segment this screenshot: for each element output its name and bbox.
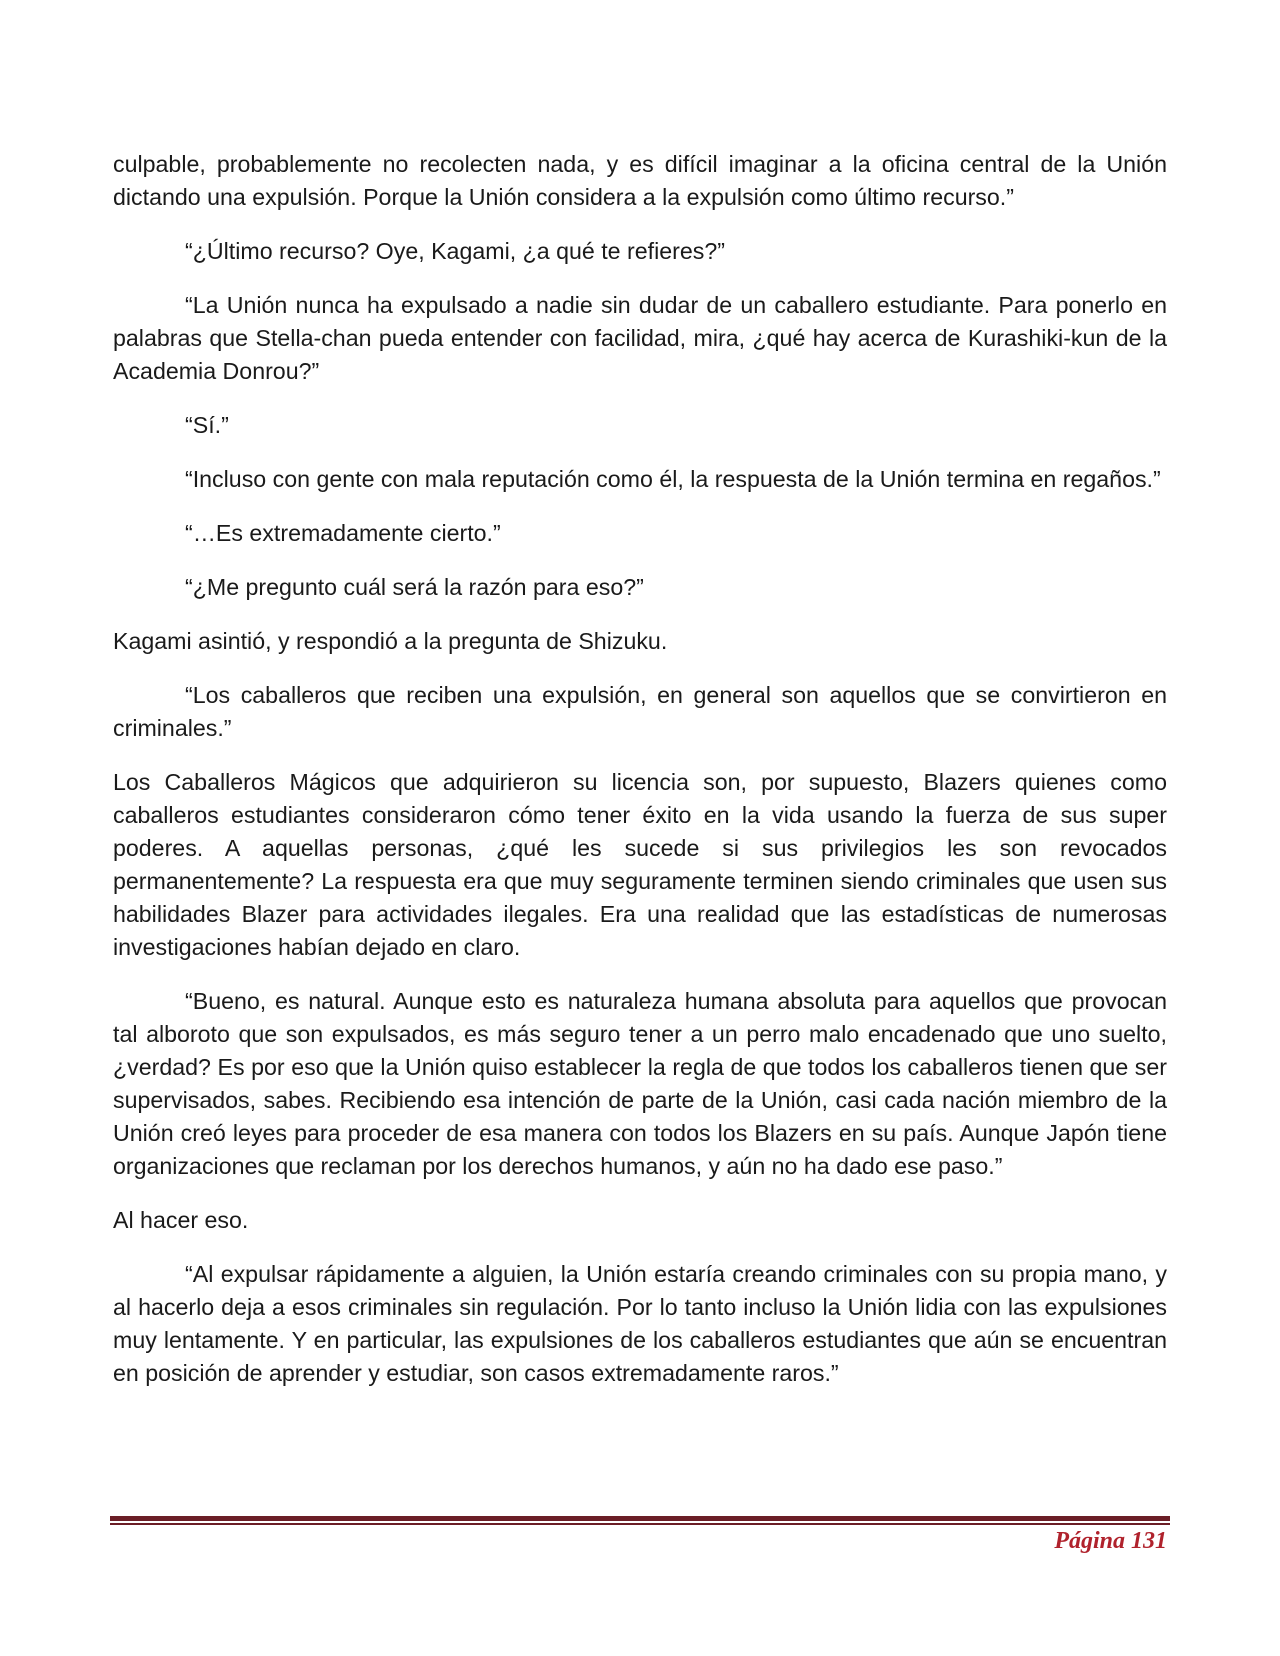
paragraph-7: “¿Me pregunto cuál será la razón para eso?” (185, 574, 644, 600)
paragraph-8: Kagami asintió, y respondió a la pregunta de Shizuku. (113, 628, 668, 654)
paragraph-12: Al hacer eso. (113, 1207, 249, 1233)
paragraph-4: “Sí.” (185, 412, 229, 438)
paragraph-9: “Los caballeros que reciben una expulsión, en general son aquellos que se convirtieron en criminales.” (113, 682, 1167, 741)
paragraph-5: “Incluso con gente con mala reputación como él, la respuesta de la Unión termina en regaños.” (185, 466, 1161, 492)
paragraph-13: “Al expulsar rápidamente a alguien, la Unión estaría creando criminales con su propia mano, y al hacerlo deja a esos criminales sin regulación. Por lo tanto incluso la Unión lidia con las expulsiones muy lentamente. Y en particular, las expulsiones de los caballeros estudiantes que aún se encuentran en posición de aprender y estudiar, son casos extremadamente raros.” (113, 1261, 1167, 1386)
paragraph-2: “¿Último recurso? Oye, Kagami, ¿a qué te refieres?” (185, 238, 725, 264)
page-number: Página 131 (1054, 1528, 1167, 1554)
paragraph-10: Los Caballeros Mágicos que adquirieron su licencia son, por supuesto, Blazers quienes como caballeros estudiantes consideraron cómo tener éxito en la vida usando la fuerza de sus super poderes. A aquellas personas, ¿qué les sucede si sus privilegios les son revocados permanentemente? La respuesta era que muy seguramente terminen siendo criminales que usen sus habilidades Blazer para actividades ilegales. Era una realidad que las estadísticas de numerosas investigaciones habían dejado en claro. (113, 769, 1167, 960)
body-text (113, 148, 1167, 1411)
footer-rule-thin (110, 1523, 1170, 1525)
footer-rule-thick (110, 1516, 1170, 1521)
paragraph-11: “Bueno, es natural. Aunque esto es naturaleza humana absoluta para aquellos que provocan tal alboroto que son expulsados, es más seguro tener a un perro malo encadenado que uno suelto, ¿verdad? Es por eso que la Unión quiso establecer la regla de que todos los caballeros tienen que ser supervisados, sabes. Recibiendo esa intención de parte de la Unión, casi cada nación miembro de la Unión creó leyes para proceder de esa manera con todos los Blazers en su país. Aunque Japón tiene organizaciones que reclaman por los derechos humanos, y aún no ha dado ese paso.” (113, 988, 1167, 1179)
paragraph-3: “La Unión nunca ha expulsado a nadie sin dudar de un caballero estudiante. Para ponerlo en palabras que Stella-chan pueda entender con facilidad, mira, ¿qué hay acerca de Kurashiki-kun de la Academia Donrou?” (113, 292, 1167, 384)
paragraph-6: “…Es extremadamente cierto.” (185, 520, 501, 546)
paragraph-1: culpable, probablemente no recolecten nada, y es difícil imaginar a la oficina central de la Unión dictando una expulsión. Porque la Unión considera a la expulsión como último recurso.” (113, 151, 1167, 210)
